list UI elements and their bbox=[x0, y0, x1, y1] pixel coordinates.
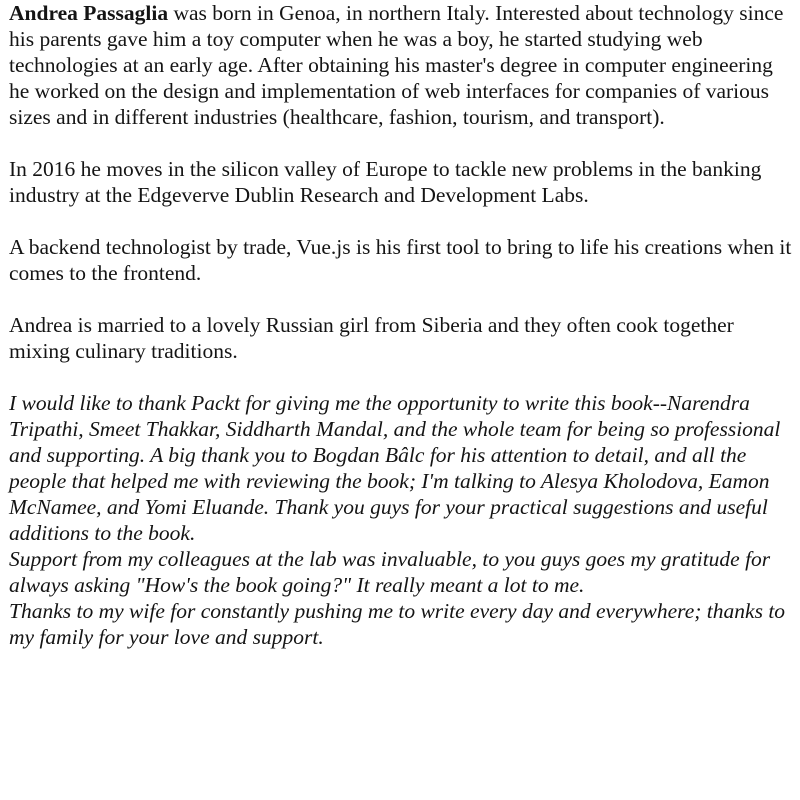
bio-paragraph-3: A backend technologist by trade, Vue.js is his first tool to bring to life his creations when it comes to the frontend. bbox=[9, 235, 792, 285]
acknowledgement-paragraph-3: Thanks to my wife for constantly pushing me to write every day and everywhere; thanks to my family for your love and support. bbox=[9, 599, 786, 649]
bio-paragraph-2: In 2016 he moves in the silicon valley of Europe to tackle new problems in the banking industry at the Edgeverve Dublin Research and Development Labs. bbox=[9, 157, 762, 207]
acknowledgement-paragraph-1: I would like to thank Packt for giving me the opportunity to write this book--Narendra Tripathi, Smeet Thakkar, Siddharth Mandal, and the whole team for being so professional and supporting. A big thank you to Bogdan Bâlc for his attention to detail, and all the people that helped me with reviewing the book; I'm talking to Alesya Kholodova, Eamon McNamee, and Yomi Eluande. Thank you guys for your practical suggestions and useful additions to the book. bbox=[9, 391, 781, 545]
bio-paragraph-4: Andrea is married to a lovely Russian girl from Siberia and they often cook together mixing culinary traditions. bbox=[9, 313, 734, 363]
bio-intro-paragraph bbox=[9, 0, 794, 130]
author-name: Andrea Passaglia bbox=[9, 1, 169, 25]
acknowledgement-paragraph-2: Support from my colleagues at the lab was invaluable, to you guys goes my gratitude for always asking "How's the book going?" It really meant a lot to me. bbox=[9, 547, 771, 597]
bio-intro-text: was born in Genoa, in northern Italy. Interested about technology since his parents gave him a toy computer when he was a boy, he started studying web technologies at an early age. After obtaining his master's degree in computer engineering he worked on the design and implementation of web interfaces for companies of various sizes and in different industries (healthcare, fashion, tourism, and transport). bbox=[9, 1, 784, 129]
